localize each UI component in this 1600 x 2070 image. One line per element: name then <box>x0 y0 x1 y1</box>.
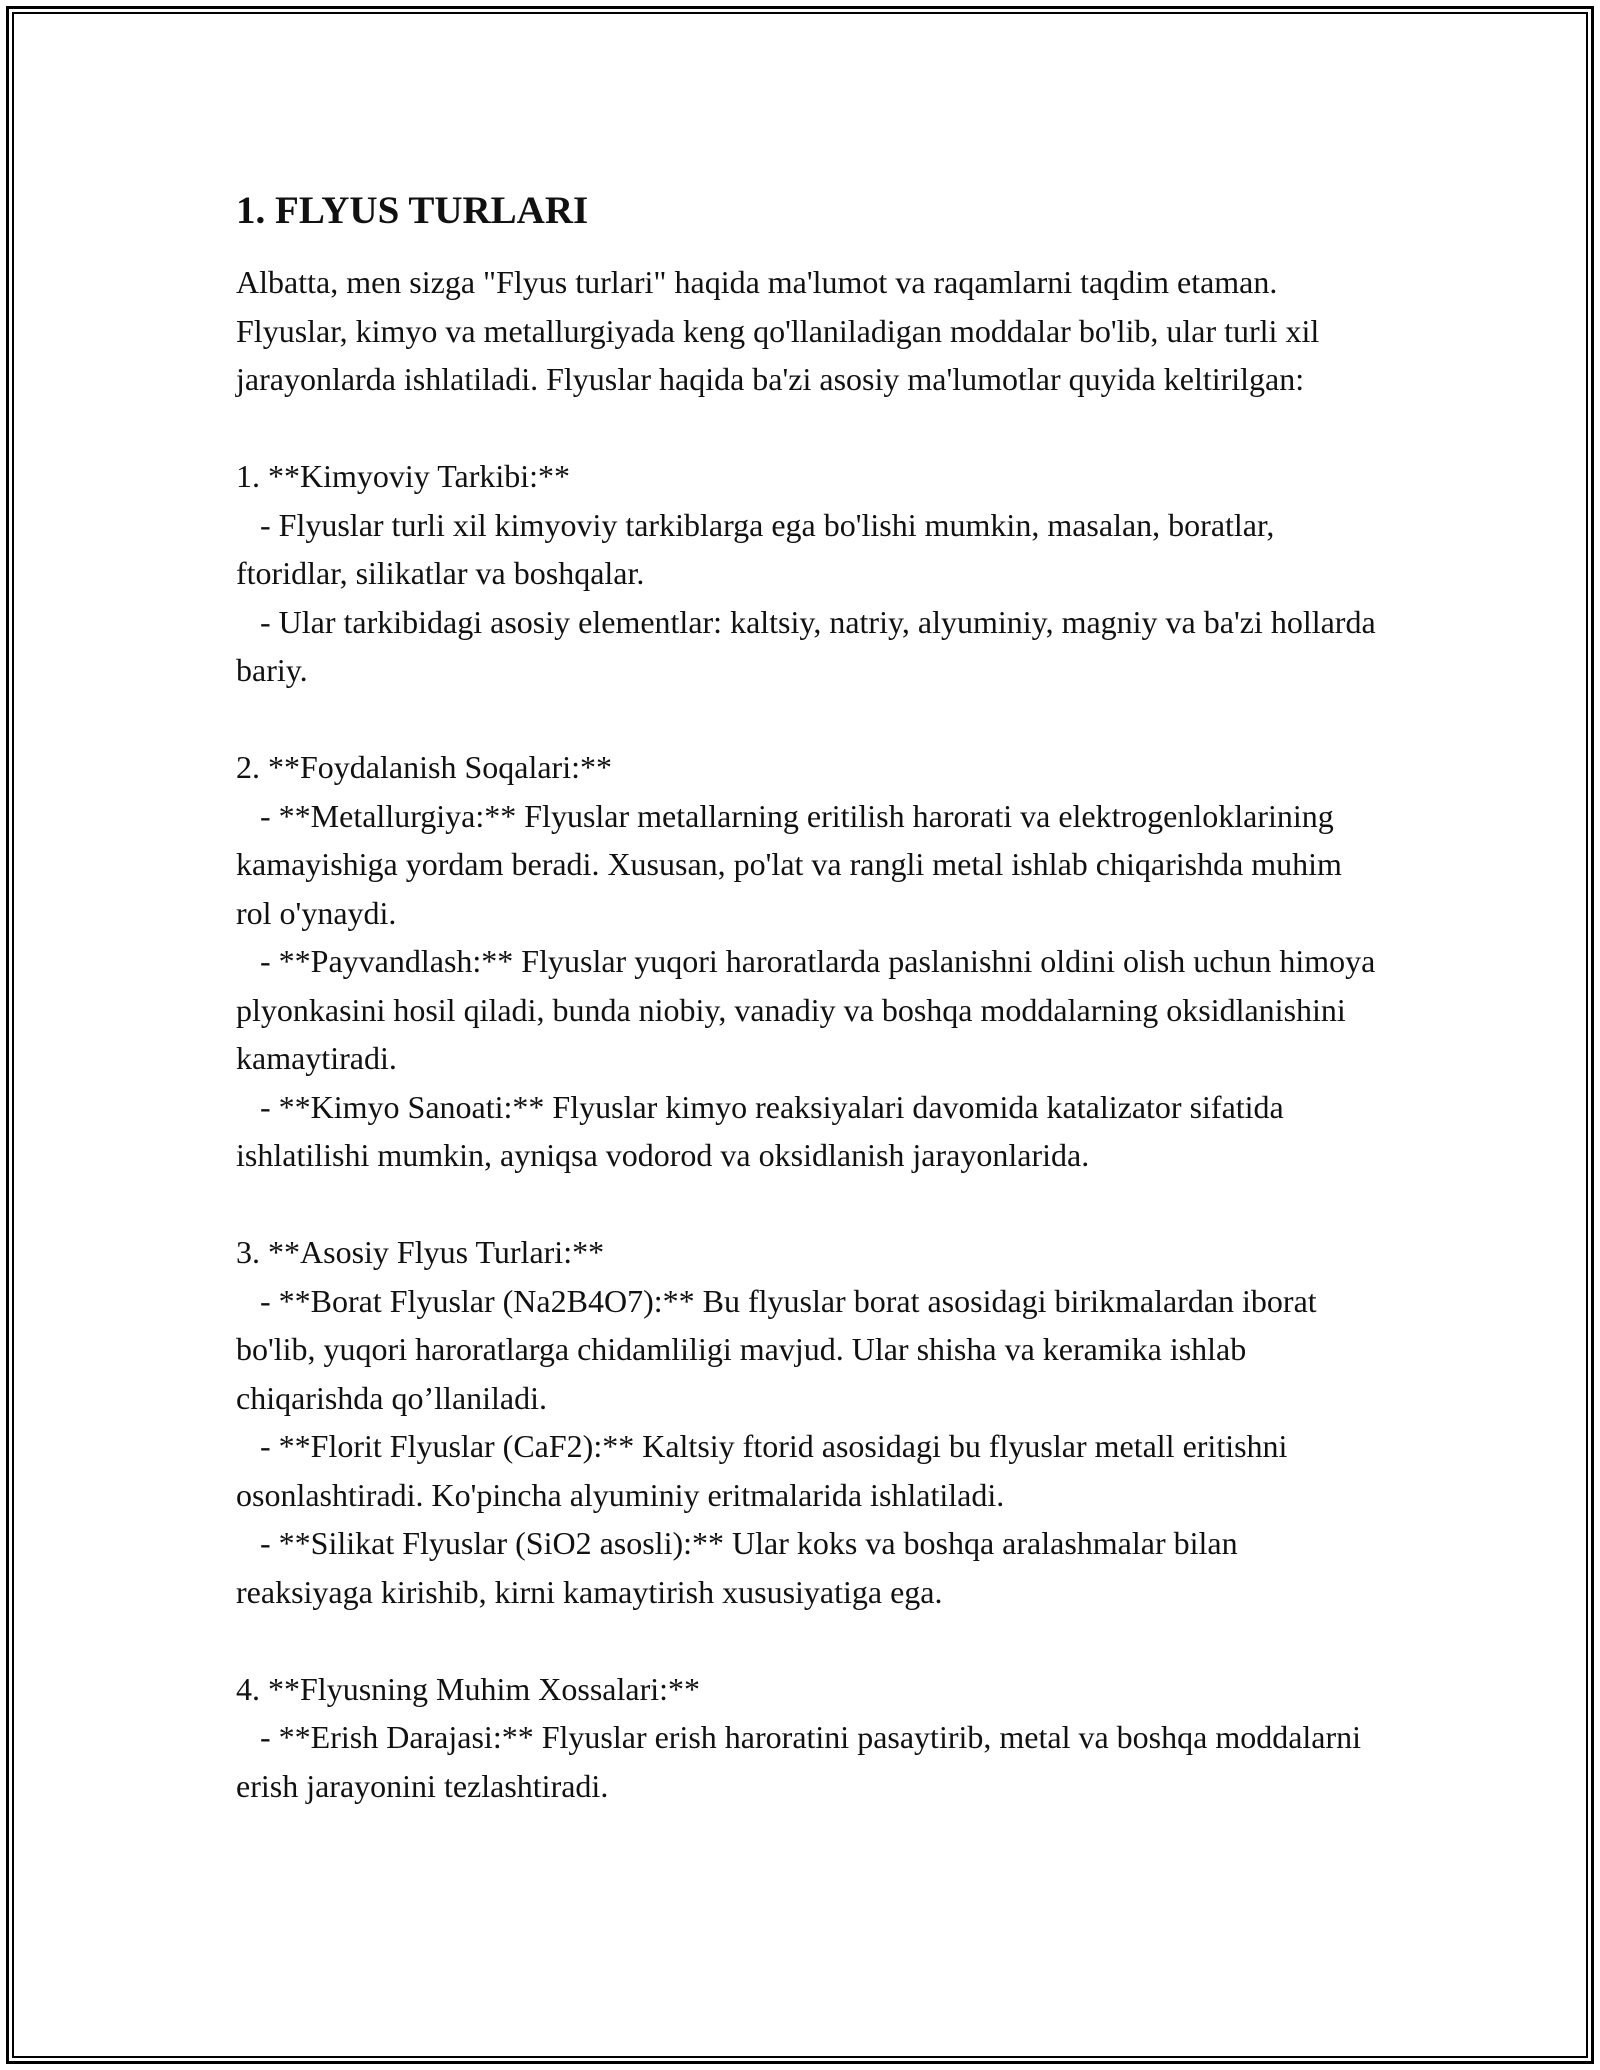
list-item: - Flyuslar turli xil kimyoviy tarkiblarga ega bo'lishi mumkin, masalan, boratlar, ftoridlar, silikatlar va boshqalar. <box>236 506 1283 591</box>
section-asosiy-flyus-turlari <box>236 1228 1376 1616</box>
list-item: - **Erish Darajasi:** Flyuslar erish haroratini pasaytirib, metal va boshqa moddalarni erish jarayonini tezlashtiradi. <box>236 1719 1370 1804</box>
list-item: - **Payvandlash:** Flyuslar yuqori haroratlarda paslanishni oldini olish uchun himoya plyonkasini hosil qiladi, bunda niobiy, vanadiy va boshqa moddalarning oksidlanishini kamaytiradi. <box>236 943 1384 1076</box>
list-item: - Ular tarkibidagi asosiy elementlar: kaltsiy, natriy, alyuminiy, magniy va ba'zi hollarda bariy. <box>236 603 1384 688</box>
list-item: - **Borat Flyuslar (Na2B4O7):** Bu flyuslar borat asosidagi birikmalardan iborat bo'lib, yuqori haroratlarga chidamliligi mavjud. Ular shisha va keramika ishlab chiqarishda qo’llaniladi. <box>236 1282 1325 1416</box>
list-item: - **Florit Flyuslar (CaF2):** Kaltsiy ftorid asosidagi bu flyuslar metall eritishni osonlashtiradi. Ko'pincha alyuminiy eritmalarida ishlatiladi. <box>236 1428 1296 1513</box>
list-item: - **Kimyo Sanoati:** Flyuslar kimyo reaksiyalari davomida katalizator sifatida ishlatilishi mumkin, ayniqsa vodorod va oksidlanish jarayonlarida. <box>236 1088 1292 1173</box>
section-muhim-xossalari <box>236 1665 1376 1811</box>
section-heading: 2. **Foydalanish Soqalari:** <box>236 749 612 785</box>
list-item: - **Metallurgiya:** Flyuslar metallarning eritilish harorati va elektrogenloklarining kamayishiga yordam beradi. Xususan, po'lat va rangli metal ishlab chiqarishda muhim rol o'ynaydi. <box>236 797 1350 931</box>
section-heading: 4. **Flyusning Muhim Xossalari:** <box>236 1670 701 1707</box>
section-foydalanish-soqalari <box>236 743 1384 1180</box>
spacer <box>236 1180 1376 1229</box>
document-title: 1. FLYUS TURLARI <box>236 189 589 232</box>
spacer <box>236 695 1376 744</box>
section-kimyoviy-tarkibi <box>236 452 1384 695</box>
list-item: - **Silikat Flyuslar (SiO2 asosli):** Ular koks va boshqa aralashmalar bilan reaksiyaga kirishib, kirni kamaytirish xususiyatiga ega. <box>236 1525 1246 1610</box>
spacer <box>236 404 1376 453</box>
section-heading: 1. **Kimyoviy Tarkibi:** <box>236 458 571 494</box>
spacer <box>236 1616 1376 1665</box>
intro-paragraph: Albatta, men sizga "Flyus turlari" haqida ma'lumot va raqamlarni taqdim etaman. Flyuslar, kimyo va metallurgiyada keng qo'llaniladigan moddalar bo'lib, ular turli xil jarayonlarda ishlatiladi. Flyuslar haqida ba'zi asosiy ma'lumotlar quyida keltirilgan: <box>236 264 1328 397</box>
section-heading: 3. **Asosiy Flyus Turlari:** <box>236 1234 605 1270</box>
document-body <box>236 186 1384 1810</box>
